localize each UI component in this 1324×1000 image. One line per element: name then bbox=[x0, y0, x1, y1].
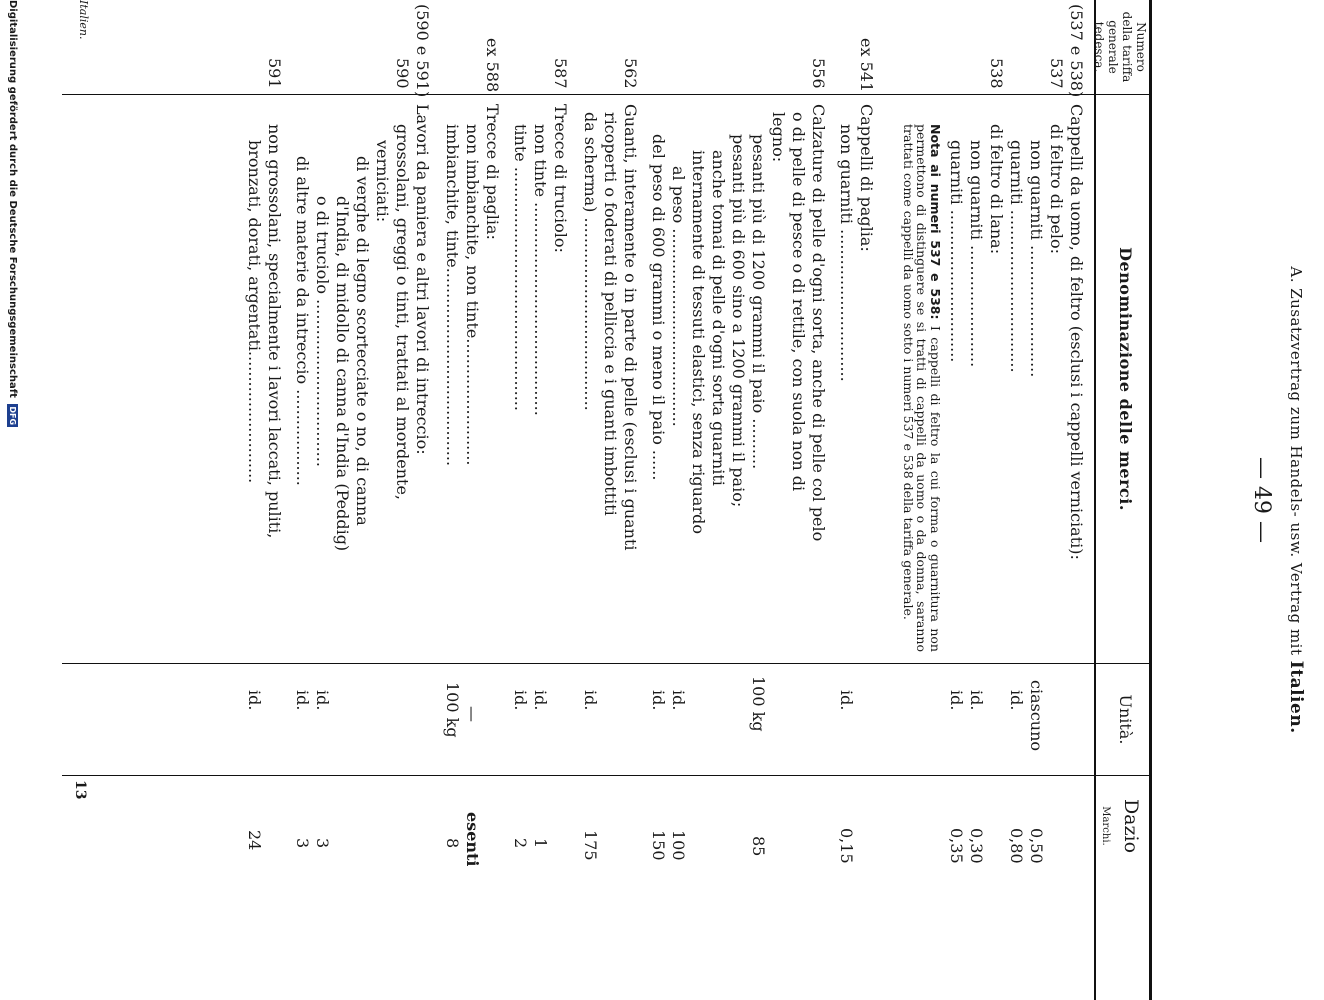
table-row: Trecce di paglia: bbox=[483, 104, 502, 240]
table-row: Trecce di truciolo: bbox=[551, 104, 570, 253]
unit-value: id. bbox=[313, 690, 332, 711]
unit-value: — bbox=[463, 706, 482, 722]
duty-value: esenti bbox=[463, 812, 482, 867]
header-line: generale bbox=[1106, 20, 1120, 74]
digitization-notice bbox=[7, 0, 18, 427]
table-top-rule bbox=[1149, 0, 1152, 1000]
tariff-number: 562 bbox=[621, 58, 640, 89]
table-row: non grossolani, specialmente i lavori laccati, puliti, bbox=[265, 124, 284, 539]
unit-value: 100 kg bbox=[749, 676, 768, 732]
table-row: legno: bbox=[769, 112, 788, 163]
table-row: pesanti più di 1200 grammi il paio .......... bbox=[749, 134, 768, 470]
table-row: guarniti ................................ bbox=[1007, 140, 1026, 373]
duty-value: 0,50 bbox=[1027, 828, 1046, 864]
column-header-unit: Unità. bbox=[1116, 694, 1135, 745]
table-row: ricoperti o foderati di pelliccia e i guanti imbottiti bbox=[601, 112, 620, 516]
duty-value: 0,15 bbox=[837, 828, 856, 864]
duty-value: 0,80 bbox=[1007, 828, 1026, 864]
table-row: da scherma) ...................................... bbox=[581, 112, 600, 411]
table-row: bronzati, dorati, argentati.......................... bbox=[245, 140, 264, 484]
column-header-denomination: Denominazione delle merci. bbox=[1116, 247, 1135, 511]
duty-value: 1 bbox=[531, 838, 550, 849]
column-header-duty: Dazio bbox=[1120, 798, 1142, 854]
duty-value: 85 bbox=[749, 836, 768, 857]
table-row: al peso ....................................... bbox=[669, 166, 688, 427]
table-row: non guarniti ........................ bbox=[967, 140, 986, 368]
column-divider-1 bbox=[62, 94, 1152, 95]
digitization-text: Digitalisierung gefördert durch die Deutsche Forschungsgemeinschaft bbox=[7, 0, 18, 398]
tariff-number: 556 bbox=[809, 58, 828, 89]
table-row: non tinte .......................................... bbox=[531, 124, 550, 416]
header-bottom-rule bbox=[1094, 0, 1096, 1000]
table-row: d'India, di midollo di canna d'India (Peddig) bbox=[333, 196, 352, 552]
unit-value: id. bbox=[245, 690, 264, 711]
unit-value: id. bbox=[947, 690, 966, 711]
table-row: di feltro di lana: bbox=[987, 124, 1006, 255]
sheet-number: 13 bbox=[72, 780, 88, 800]
table-row: di altre materie da intreccio ................... bbox=[293, 156, 312, 486]
duty-value: 150 bbox=[649, 830, 668, 861]
tariff-number: ex 541 bbox=[857, 38, 876, 93]
table-row: di feltro di pelo: bbox=[1047, 124, 1066, 255]
unit-value: id. bbox=[1007, 690, 1026, 711]
table-row: Guanti, interamente o in parte di pelle (esclusi i guanti bbox=[621, 104, 640, 551]
duty-value: 175 bbox=[581, 830, 600, 861]
unit-value: id. bbox=[837, 690, 856, 711]
header-line: Numero bbox=[1134, 22, 1148, 72]
table-row: Lavori da paniera e altri lavori di intreccio: bbox=[413, 104, 432, 455]
running-title: A. Zusatzvertrag zum Handels- usw. Vertrag mit bbox=[1287, 266, 1305, 656]
table-row: tinte ................................................ bbox=[511, 124, 530, 411]
unit-value: id. bbox=[531, 690, 550, 711]
table-row: o di truciolo ................................. bbox=[313, 196, 332, 467]
header-line: tedesca. bbox=[1092, 21, 1106, 73]
unit-value: id. bbox=[293, 690, 312, 711]
tariff-number: 587 bbox=[551, 58, 570, 89]
table-row: anche tomai di pelle d'ogni sorta guarniti bbox=[709, 150, 728, 486]
duty-value: 3 bbox=[313, 838, 332, 849]
tariff-number: (590 e 591) bbox=[413, 4, 432, 98]
table-row: grossolani, greggi o tinti, trattati al mordente, bbox=[393, 124, 412, 501]
table-row: o di pelle di pesce o di rettile, con suola non di bbox=[789, 112, 808, 492]
column-header-number bbox=[1092, 0, 1148, 94]
tariff-number: 537 bbox=[1047, 58, 1066, 89]
table-row: internamente di tessuti elastici, senza riguardo bbox=[689, 150, 708, 534]
duty-value: 3 bbox=[293, 838, 312, 849]
column-header-currency: Marchi. bbox=[1100, 806, 1111, 846]
table-row: del peso di 600 grammi o meno il paio ...... bbox=[649, 134, 668, 481]
table-row: non imbianchite, non tinte......................... bbox=[463, 124, 482, 466]
running-head bbox=[1286, 0, 1306, 1000]
column-divider-3 bbox=[62, 775, 1152, 776]
table-row: Calzature di pelle d'ogni sorta, anche di pelle col pelo bbox=[809, 104, 828, 542]
dfg-logo: DFG bbox=[8, 406, 17, 426]
duty-value: 24 bbox=[245, 830, 264, 851]
duty-value: 100 bbox=[669, 830, 688, 861]
tariff-number: 538 bbox=[987, 58, 1006, 89]
note-label: Nota ai numeri 537 e 538: bbox=[928, 124, 943, 320]
unit-value: id. bbox=[511, 690, 530, 711]
tariff-number: 591 bbox=[265, 58, 284, 89]
table-row: Cappelli da uomo, di feltro (esclusi i cappelli verniciati): bbox=[1067, 104, 1086, 560]
column-divider-2 bbox=[62, 663, 1152, 664]
table-row: pesanti più di 600 sino a 1200 grammi il paio; bbox=[729, 134, 748, 508]
duty-value: 8 bbox=[443, 838, 462, 849]
footer-country: Italien. bbox=[77, 0, 90, 40]
unit-value: id. bbox=[649, 690, 668, 711]
table-row: di verghe di legno scortecciate o no, di canna bbox=[353, 156, 372, 526]
unit-value: ciascuno bbox=[1027, 680, 1046, 752]
unit-value: id. bbox=[669, 690, 688, 711]
table-row: non guarniti .......................... bbox=[1027, 140, 1046, 378]
duty-value: 0,35 bbox=[947, 828, 966, 864]
header-line: della tariffa bbox=[1120, 11, 1134, 83]
table-row: imbianchite, tinte....................................... bbox=[443, 124, 462, 467]
table-row: Cappelli di paglia: bbox=[857, 104, 876, 252]
duty-value: 2 bbox=[511, 838, 530, 849]
table-row: non guarniti .............................. bbox=[837, 124, 856, 382]
note-text: I cappelli di feltro la cui forma o guarnitura non permettono di distinguere se si tratti di cappelli da uomo o da donna, saranno trattati come cappelli da uomo sotto i numeri 537 e 538 della tariffa generale. bbox=[901, 124, 943, 652]
page-number: — 49 — bbox=[1249, 457, 1274, 543]
unit-value: 100 kg bbox=[443, 682, 462, 738]
unit-value: id. bbox=[967, 690, 986, 711]
tariff-number: 590 bbox=[393, 58, 412, 89]
country-name: Italien. bbox=[1286, 660, 1306, 734]
tariff-note bbox=[902, 124, 943, 652]
duty-value: 0,30 bbox=[967, 828, 986, 864]
tariff-number: ex 588 bbox=[483, 38, 502, 93]
table-row: guarniti .............................. bbox=[947, 140, 966, 363]
tariff-number: (537 e 538) bbox=[1067, 4, 1086, 98]
unit-value: id. bbox=[581, 690, 600, 711]
table-row: verniciati: bbox=[373, 140, 392, 223]
